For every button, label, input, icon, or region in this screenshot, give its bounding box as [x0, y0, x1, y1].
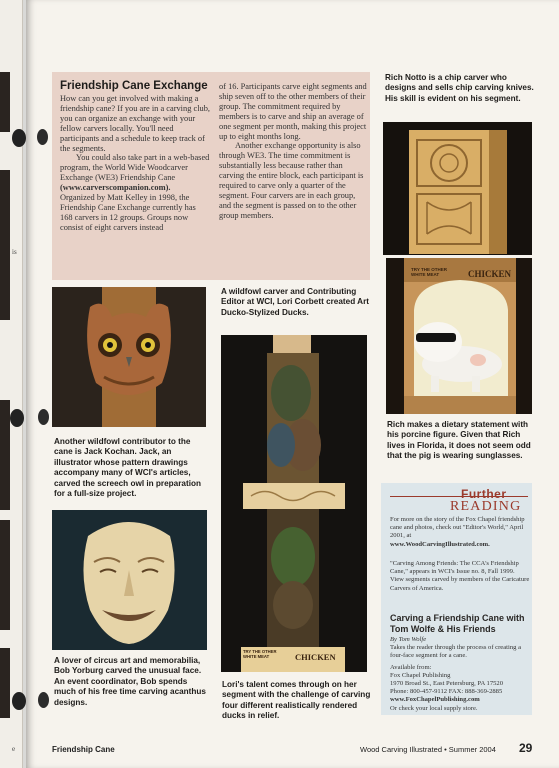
footer-magazine-issue: Wood Carving Illustrated • Summer 2004 [360, 745, 496, 754]
cane-sign-left: TRY THE OTHER WHITE MEAT [243, 649, 277, 659]
binder-hole [38, 692, 49, 708]
kochan-caption: Another wildfowl contributor to the cane is Jack Kochan. Jack, an illustrator whose pattern drawings accompany many of WCI's articles, carved the screech owl in preparation for a full-size project. [54, 437, 201, 499]
supply-store-note: Or check your local supply store. [390, 704, 478, 712]
sidebar-paragraph: of 16. Participants carve eight segments and ship seven off to the other members of their group. The commitment required by members is to carve and ship an average of one segment per month, making this project up to eight months long. [219, 82, 367, 141]
woodcarving-url[interactable]: www.WoodCarvingIllustrated.com. [390, 540, 490, 548]
book-title: Carving a Friendship Cane with Tom Wolfe & His Friends [390, 613, 525, 634]
screech-owl-photo [52, 287, 206, 427]
book-author: By Tom Wolfe [390, 636, 427, 643]
duck-cane-photo [221, 335, 367, 672]
chip-carving-photo [383, 122, 532, 255]
pig-segment-photo [386, 258, 532, 414]
further-reading-paragraph-1 [390, 516, 530, 549]
pig-sign-left: TRY THE OTHER WHITE MEAT [411, 267, 448, 278]
binder-hole [38, 409, 49, 425]
sidebar-column-1 [60, 94, 210, 233]
cane-sign-right: CHICKEN [295, 652, 336, 662]
binder-hole [37, 129, 48, 145]
pig-sign-right: CHICKEN [468, 269, 512, 279]
lori-caption: Lori's talent comes through on her segment with the challenge of carving four different realistically rendered ducks in relief. [222, 680, 371, 721]
further-reading-title-1: Further [461, 487, 507, 501]
footer-section-name: Friendship Cane [52, 745, 115, 754]
publisher-phone: Phone: 800-457-9112 FAX: 888-369-2885 [390, 688, 503, 696]
carved-face-photo [52, 510, 207, 650]
binder-hole [10, 409, 24, 427]
page-number: 29 [519, 741, 533, 755]
publisher-address: 1970 Broad St., East Petersburg, PA 17520 [390, 680, 504, 688]
publisher-url[interactable]: www.FoxChapelPublishing.com [390, 696, 480, 704]
further-reading-title-2: READING [450, 499, 522, 514]
publisher-name: Fox Chapel Publishing [390, 671, 451, 679]
sidebar-paragraph: Organized by Matt Kelley in 1998, the Friendship Cane Exchange currently has 168 carvers in 12 groups. Groups now consist of eight carvers instead [60, 193, 196, 232]
further-text: For more on the story of the Fox Chapel friendship cane and photos, check out "Editor's World," April 2001, at [390, 516, 525, 540]
further-text: "Carving Among Friends: The CCA's Friendship Cane," appears in WCI's Issue no. 8, Fall 1999. View segments carved by members of the Caricature Carvers of America. [390, 560, 530, 592]
book-description: Takes the reader through the process of creating a four-face segment for a cane. [390, 644, 521, 660]
yorburg-caption: A lover of circus art and memorabilia, Bob Yorburg carved the unusual face. An event coordinator, Bob spends much of his free time carving acanthus designs. [54, 656, 206, 707]
sidebar-title: Friendship Cane Exchange [60, 80, 208, 92]
carverscompanion-url[interactable]: (www.carverscompanion.com). [60, 183, 171, 193]
notto-caption: Rich Notto is a chip carver who designs and sells chip carving knives. His skill is evident on his segment. [385, 73, 534, 103]
corbett-caption: A wildfowl carver and Contributing Editor at WCI, Lori Corbett created Art Ducko-Stylized Ducks. [221, 287, 369, 317]
sidebar-column-2 [219, 82, 367, 221]
book-details [390, 636, 530, 713]
sidebar-paragraph: How can you get involved with making a friendship cane? If you are in a carving club, you can organize an exchange with your fellow carvers locally. You'll need participants and a schedule to keep track of the segments. [60, 94, 210, 153]
available-from: Available from: [390, 663, 432, 671]
strip-text: is [12, 248, 17, 256]
adjacent-page-strip [0, 0, 23, 768]
sidebar-paragraph: Another exchange opportunity is also through WE3. The time commitment is substantially less because rather than carving the entire block, each participant is required to carve only a quarter of the segment. Four carvers are in each group, and the segment is passed on to the other group members. [219, 141, 364, 220]
further-reading-rule [390, 496, 528, 497]
pig-caption: Rich makes a dietary statement with his porcine figure. Given that Rich lives in Florida, it does not seem odd that the pig is wearing sunglasses. [387, 420, 531, 461]
further-reading-paragraph-2 [390, 560, 530, 593]
binder-hole [12, 129, 26, 147]
binder-hole [12, 692, 26, 710]
sidebar-paragraph: You could also take part in a web-based program, the World Wide Woodcarver Exchange (WE3) Friendship Cane [60, 153, 210, 183]
strip-text: e [12, 745, 16, 753]
